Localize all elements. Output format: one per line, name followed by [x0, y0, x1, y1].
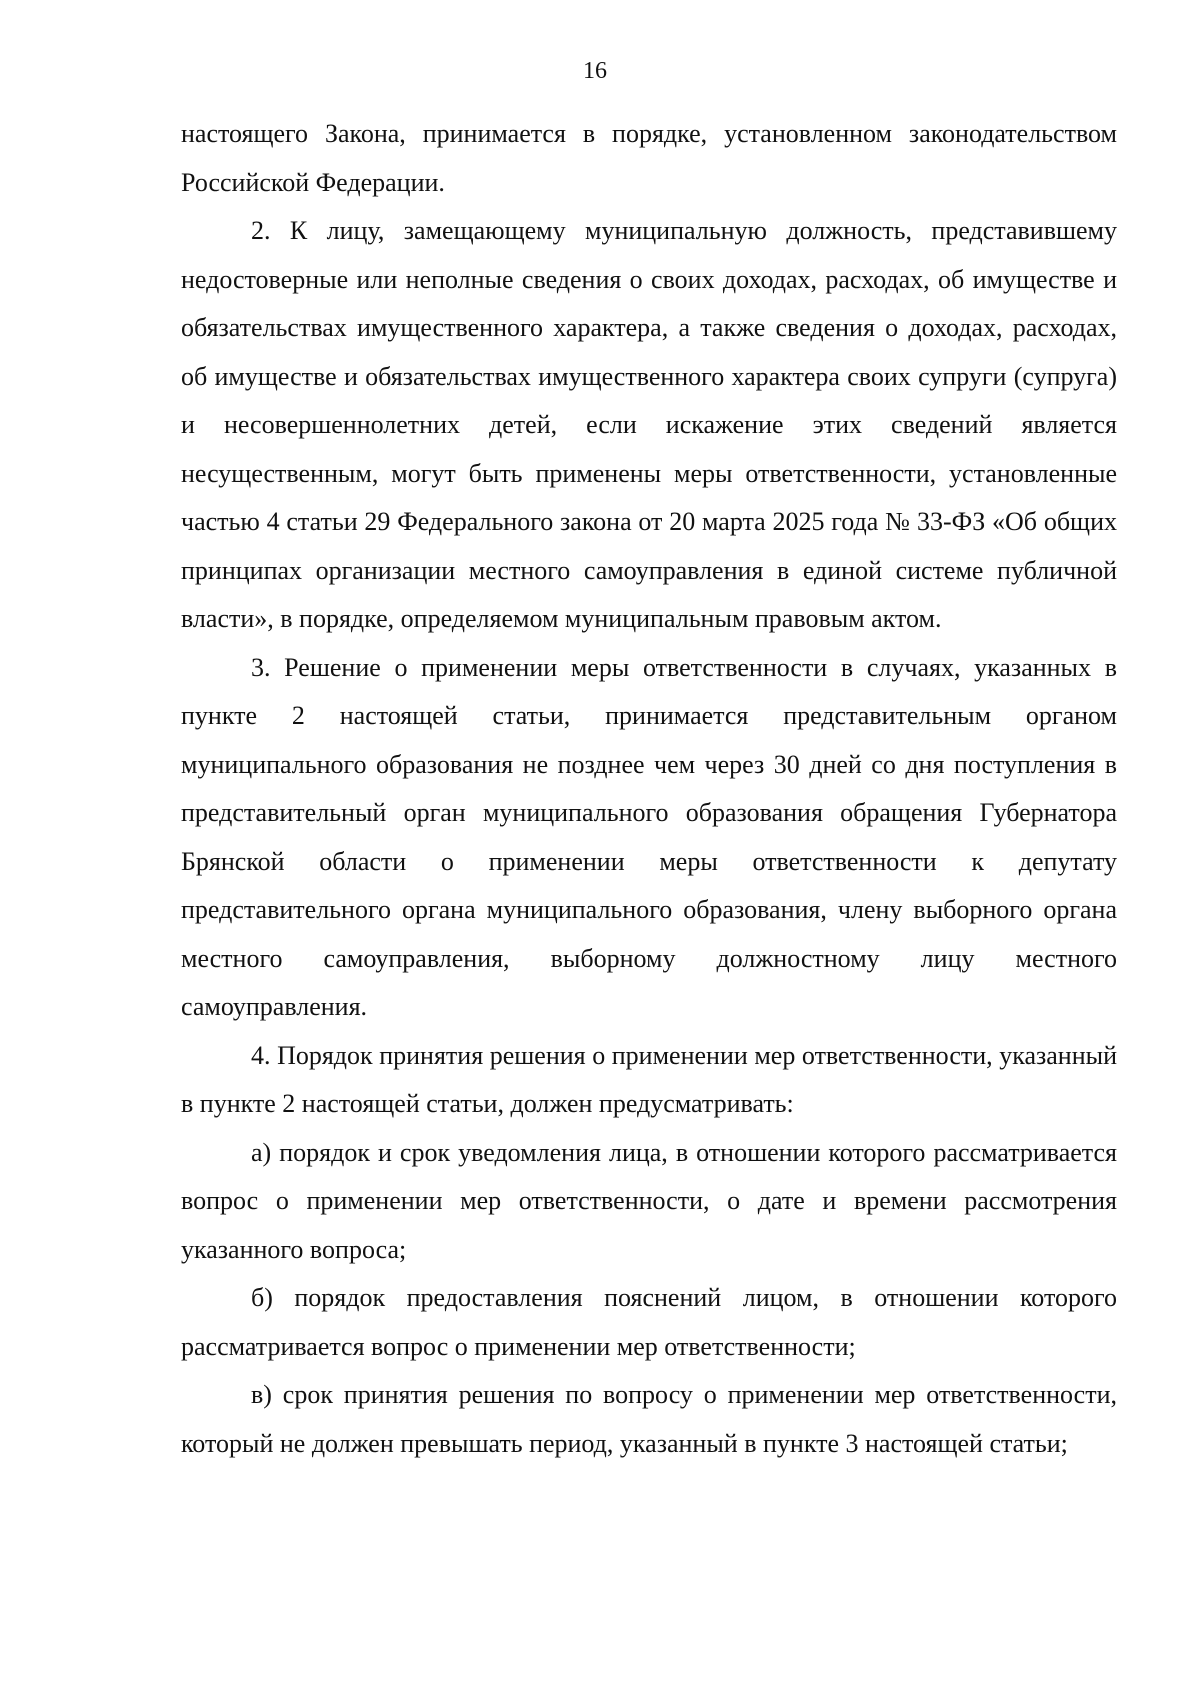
- paragraph-item-4v: в) срок принятия решения по вопросу о применении мер ответственности, который не должен превышать период, указанный в пункте 3 настоящей статьи;: [181, 1380, 1117, 1458]
- paragraph-item-3: 3. Решение о применении меры ответственности в случаях, указанных в пункте 2 настоящей статьи, принимается представительным органом муниципального образования не позднее чем через 30 дней со дня поступления в представительный орган муниципального образования обращения Губернатора Брянской области о применении меры ответственности к депутату представительного органа муниципального образования, члену выборного органа местного самоуправления, выборному должностному лицу местного самоуправления.: [181, 652, 1117, 1021]
- page-number: 16: [583, 58, 607, 84]
- document-body: [181, 110, 1117, 1468]
- paragraph-item-4a: а) порядок и срок уведомления лица, в отношении которого рассматривается вопрос о применении мер ответственности, о дате и времени рассмотрения указанного вопроса;: [181, 1137, 1117, 1264]
- paragraph-item-4b: б) порядок предоставления пояснений лицом, в отношении которого рассматривается вопрос о применении мер ответственности;: [181, 1283, 1117, 1361]
- paragraph-item-4: 4. Порядок принятия решения о применении мер ответственности, указанный в пункте 2 настоящей статьи, должен предусматривать:: [181, 1040, 1117, 1118]
- paragraph-continuation: настоящего Закона, принимается в порядке, установленном законодательством Российской Федерации.: [181, 119, 1117, 197]
- paragraph-item-2: 2. К лицу, замещающему муниципальную должность, представившему недостоверные или неполные сведения о своих доходах, расходах, об имуществе и обязательствах имущественного характера, а также сведения о доходах, расходах, об имуществе и обязательствах имущественного характера своих супруги (супруга) и несовершеннолетних детей, если искажение этих сведений является несущественным, могут быть применены меры ответственности, установленные частью 4 статьи 29 Федерального закона от 20 марта 2025 года № 33-ФЗ «Об общих принципах организации местного самоуправления в единой системе публичной власти», в порядке, определяемом муниципальным правовым актом.: [181, 216, 1117, 633]
